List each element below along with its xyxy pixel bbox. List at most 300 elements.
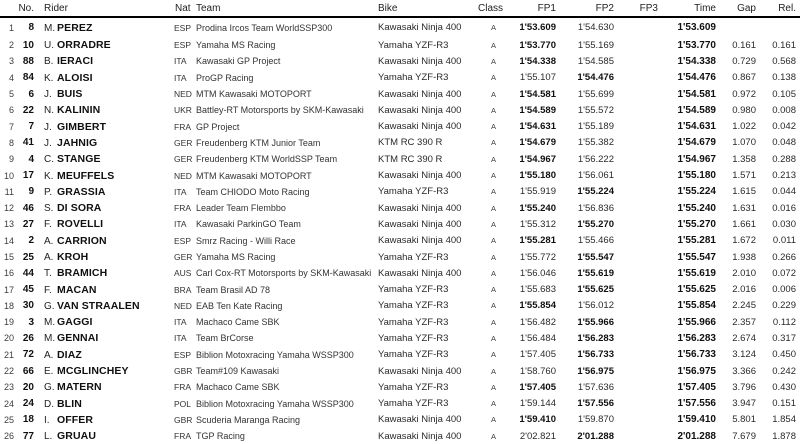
position-cell: 2 (8, 40, 14, 51)
fp2-time-cell: 1'55.270 (577, 218, 614, 230)
best-time-cell: 1'55.240 (677, 202, 716, 214)
bike-cell: Yamaha YZF-R3 (378, 186, 449, 198)
fp2-time-cell: 1'55.699 (577, 88, 614, 100)
best-time-cell: 1'55.966 (677, 316, 716, 328)
gap-cell: 2.016 (732, 284, 756, 296)
rider-surname: BLIN (57, 397, 82, 410)
gap-cell: 0.729 (732, 55, 756, 67)
fp1-time-cell: 1'54.679 (519, 137, 556, 149)
gap-cell: 3.796 (732, 381, 756, 393)
bike-cell: Kawasaki Ninja 400 (378, 218, 462, 230)
rel-cell: 0.288 (772, 153, 796, 165)
rel-cell: 0.317 (772, 332, 796, 344)
rider-number-cell: 41 (22, 137, 34, 149)
rel-cell: 0.105 (772, 88, 796, 100)
position-cell: 22 (3, 366, 14, 377)
gap-cell: 1.022 (732, 121, 756, 133)
column-header-nat: Nat (175, 3, 191, 14)
fp2-time-cell: 1'55.382 (577, 137, 614, 149)
table-row (0, 70, 800, 86)
table-row (0, 379, 800, 395)
rider-initial: A. (44, 235, 54, 247)
fp2-time-cell: 1'55.625 (577, 284, 614, 296)
rider-number-cell: 22 (22, 104, 34, 116)
table-row (0, 298, 800, 314)
rider-name-cell (40, 167, 174, 183)
class-cell: A (490, 333, 496, 343)
rider-initial: F. (44, 219, 52, 231)
fp1-time-cell: 1'59.144 (519, 398, 556, 410)
fp3-time-cell (622, 412, 666, 428)
fp1-time-cell: 1'57.405 (519, 349, 556, 361)
fp1-time-cell: 1'53.770 (519, 39, 556, 51)
nationality-cell: ESP (174, 349, 192, 360)
bike-cell: Kawasaki Ninja 400 (378, 430, 462, 442)
fp2-time-cell: 1'56.283 (577, 332, 614, 344)
column-header-team: Team (196, 3, 221, 14)
fp3-time-cell (622, 265, 666, 281)
table-row (0, 167, 800, 183)
fp1-time-cell: 1'53.609 (519, 22, 556, 33)
rel-cell: 0.568 (772, 55, 796, 67)
table-row (0, 314, 800, 330)
best-time-cell: 1'54.631 (677, 121, 716, 133)
best-time-cell: 1'54.589 (677, 104, 716, 116)
fp1-time-cell: 1'55.240 (519, 202, 556, 214)
rider-surname: PEREZ (57, 21, 93, 34)
fp2-time-cell: 1'55.189 (577, 121, 614, 133)
rider-surname: ALOISI (57, 71, 93, 84)
rider-initial: N. (44, 105, 54, 117)
position-cell: 5 (8, 89, 14, 100)
position-cell: 18 (3, 300, 14, 311)
table-row (0, 412, 800, 428)
rider-name-cell (40, 86, 174, 102)
bike-cell: Yamaha YZF-R3 (378, 316, 449, 328)
best-time-cell: 1'54.581 (677, 88, 716, 100)
best-time-cell: 2'01.288 (677, 430, 716, 442)
fp3-time-cell (622, 200, 666, 216)
rel-cell: 0.008 (772, 104, 796, 116)
best-time-cell: 1'54.679 (677, 137, 716, 149)
table-row (0, 151, 800, 167)
fp3-time-cell (622, 363, 666, 379)
table-row (0, 347, 800, 363)
gap-cell: 0.867 (732, 72, 756, 84)
fp3-time-cell (622, 216, 666, 232)
rider-surname: MCGLINCHEY (57, 365, 129, 378)
best-time-cell: 1'56.975 (677, 365, 716, 377)
rider-name-cell (40, 200, 174, 216)
bike-cell: Kawasaki Ninja 400 (378, 365, 462, 377)
rel-cell: 0.213 (772, 170, 796, 182)
rider-initial: D. (44, 398, 54, 410)
fp3-time-cell (622, 396, 666, 412)
team-cell: Freudenberg KTM WorldSSP Team (196, 154, 338, 165)
rider-number-cell: 26 (22, 332, 34, 344)
team-cell: Carl Cox-RT Motorsports by SKM-Kawasaki (196, 268, 372, 279)
rider-initial: K. (44, 170, 54, 182)
rider-name-cell (40, 118, 174, 134)
rel-cell: 0.072 (772, 267, 796, 279)
position-cell: 15 (3, 252, 14, 262)
rider-initial: A. (44, 349, 54, 361)
rider-initial: T. (44, 268, 52, 280)
gap-cell: 2.010 (732, 267, 756, 279)
fp3-time-cell (622, 102, 666, 118)
fp3-time-cell (622, 249, 666, 265)
rider-name-cell (40, 412, 174, 428)
table-row (0, 37, 800, 53)
rider-number-cell: 77 (22, 430, 34, 442)
gap-cell: 0.980 (732, 104, 756, 116)
column-header-bike: Bike (378, 3, 398, 14)
fp3-time-cell (622, 118, 666, 134)
results-tbody (0, 17, 800, 444)
rider-name-cell (40, 216, 174, 232)
fp1-time-cell: 1'58.760 (519, 365, 556, 377)
fp3-time-cell (622, 298, 666, 314)
rel-cell: 1.854 (772, 414, 796, 426)
rider-name-cell (40, 53, 174, 69)
rider-name-cell (40, 379, 174, 395)
class-cell: A (490, 399, 496, 409)
team-cell: TGP Racing (196, 431, 245, 442)
fp2-time-cell: 1'56.836 (577, 202, 614, 214)
team-cell: Smrz Racing - Willi Race (196, 235, 296, 246)
rider-initial: G. (44, 300, 55, 312)
rider-surname: ROVELLI (57, 218, 104, 231)
class-cell: A (490, 219, 496, 229)
rider-number-cell: 3 (28, 316, 34, 328)
nationality-cell: AUS (174, 268, 192, 279)
column-header-fp2: FP2 (595, 3, 614, 14)
table-row (0, 17, 800, 37)
team-cell: MTM Kawasaki MOTOPORT (196, 89, 312, 100)
gap-cell: 2.674 (732, 332, 756, 344)
gap-cell: 1.571 (732, 170, 756, 182)
fp3-time-cell (622, 70, 666, 86)
rel-cell: 0.151 (772, 398, 796, 410)
rider-name-cell (40, 428, 174, 444)
rider-number-cell: 88 (22, 55, 34, 67)
table-row (0, 330, 800, 346)
column-header-rider: Rider (44, 3, 68, 14)
nationality-cell: GER (174, 252, 193, 262)
gap-cell: 1.938 (732, 251, 756, 263)
team-cell: Leader Team Flembbo (196, 203, 286, 214)
bike-cell: Yamaha YZF-R3 (378, 349, 449, 361)
bike-cell: Yamaha YZF-R3 (378, 332, 449, 344)
rider-number-cell: 10 (22, 39, 34, 51)
bike-cell: Kawasaki Ninja 400 (378, 88, 462, 100)
team-cell: Yamaha MS Racing (196, 40, 276, 51)
rel-cell: 0.266 (772, 251, 796, 263)
fp2-time-cell: 1'55.169 (577, 39, 614, 51)
rider-number-cell: 66 (22, 365, 34, 377)
gap-cell: 7.679 (732, 430, 756, 442)
column-header-pos (0, 0, 18, 17)
fp3-time-cell (622, 86, 666, 102)
fp1-time-cell: 1'59.410 (519, 414, 556, 426)
gap-cell: 3.366 (732, 365, 756, 377)
bike-cell: Yamaha YZF-R3 (378, 39, 449, 51)
best-time-cell: 1'56.733 (677, 349, 716, 361)
gap-cell: 5.801 (732, 414, 756, 426)
position-cell: 21 (3, 349, 14, 360)
fp3-time-cell (622, 281, 666, 297)
rel-cell: 0.229 (772, 300, 796, 312)
nationality-cell: GBR (174, 414, 193, 425)
rider-number-cell: 25 (22, 251, 34, 263)
best-time-cell: 1'55.180 (677, 170, 716, 182)
rider-initial: K. (44, 72, 54, 84)
fp3-time-cell (622, 167, 666, 183)
rider-surname: GAGGI (57, 316, 93, 329)
column-header-rel: Rel. (778, 3, 796, 14)
team-cell: Team Brasil AD 78 (196, 284, 271, 295)
team-cell: Kawasaki ParkinGO Team (196, 219, 301, 230)
position-cell: 26 (3, 431, 14, 442)
position-cell: 17 (3, 284, 14, 295)
class-cell: A (490, 236, 496, 246)
position-cell: 8 (8, 137, 14, 148)
rider-initial: J. (44, 137, 52, 149)
rider-number-cell: 17 (22, 170, 34, 182)
fp3-time-cell (622, 37, 666, 53)
fp3-time-cell (622, 379, 666, 395)
nationality-cell: NED (174, 170, 192, 181)
fp2-time-cell: 1'56.012 (577, 300, 614, 312)
team-cell: Prodina Ircos Team WorldSSP300 (196, 22, 333, 33)
class-cell: A (490, 366, 496, 376)
best-time-cell: 1'55.854 (677, 300, 716, 312)
best-time-cell: 1'55.224 (677, 186, 716, 198)
table-row (0, 363, 800, 379)
fp1-time-cell: 1'56.046 (519, 267, 556, 279)
bike-cell: Kawasaki Ninja 400 (378, 202, 462, 214)
team-cell: Battley-RT Motorsports by SKM-Kawasaki (196, 105, 364, 116)
best-time-cell: 1'54.338 (677, 55, 716, 67)
position-cell: 9 (8, 154, 14, 165)
team-cell: Team BrCorse (196, 333, 254, 344)
rider-surname: GRUAU (57, 430, 96, 443)
position-cell: 14 (3, 235, 14, 246)
team-cell: Team#109 Kawasaki (196, 366, 280, 377)
rider-name-cell (40, 135, 174, 151)
class-cell: A (490, 171, 496, 181)
column-header-time: Time (694, 3, 716, 14)
class-cell: A (490, 301, 496, 311)
rider-surname: KALININ (57, 104, 101, 117)
class-cell: A (490, 382, 496, 392)
fp2-time-cell: 1'56.975 (577, 365, 614, 377)
fp1-time-cell: 1'55.683 (519, 284, 556, 296)
fp2-time-cell: 1'59.870 (577, 414, 614, 426)
rider-name-cell (40, 151, 174, 167)
rider-initial: E. (44, 366, 54, 378)
fp3-time-cell (622, 330, 666, 346)
fp2-time-cell: 1'55.547 (577, 251, 614, 263)
rider-surname: JAHNIG (57, 136, 98, 149)
bike-cell: Yamaha YZF-R3 (378, 398, 449, 410)
column-header-fp1: FP1 (537, 3, 556, 14)
rel-cell: 0.030 (772, 218, 796, 230)
rider-number-cell: 9 (28, 186, 34, 198)
position-cell: 20 (3, 333, 14, 344)
fp2-time-cell: 1'54.585 (577, 55, 614, 67)
fp2-time-cell: 1'57.636 (577, 381, 614, 393)
fp2-time-cell: 1'54.476 (577, 72, 614, 84)
rider-initial: F. (44, 284, 52, 296)
team-cell: Machaco Came SBK (196, 317, 280, 328)
class-cell: A (490, 40, 496, 50)
rider-number-cell: 8 (28, 22, 34, 33)
gap-cell: 1.358 (732, 153, 756, 165)
rider-surname: MEUFFELS (57, 169, 115, 182)
nationality-cell: FRA (174, 431, 191, 442)
rider-surname: MATERN (57, 381, 102, 394)
rider-initial: M. (44, 333, 56, 345)
fp2-time-cell: 1'56.733 (577, 349, 614, 361)
fp3-time-cell (622, 135, 666, 151)
rider-surname: VAN STRAALEN (57, 299, 140, 312)
rider-initial: S. (44, 203, 54, 215)
bike-cell: Yamaha YZF-R3 (378, 381, 449, 393)
rider-initial: M. (44, 22, 56, 34)
rel-cell: 0.042 (772, 121, 796, 133)
nationality-cell: UKR (174, 105, 192, 116)
bike-cell: Kawasaki Ninja 400 (378, 235, 462, 247)
nationality-cell: POL (174, 398, 192, 409)
best-time-cell: 1'55.281 (677, 235, 716, 247)
class-cell: A (490, 23, 496, 32)
rider-name-cell (40, 17, 174, 37)
gap-cell: 1.070 (732, 137, 756, 149)
team-cell: EAB Ten Kate Racing (196, 300, 283, 311)
class-cell: A (490, 89, 496, 99)
nationality-cell: GER (174, 137, 193, 148)
bike-cell: Kawasaki Ninja 400 (378, 414, 462, 426)
class-cell: A (490, 154, 496, 164)
rider-initial: U. (44, 40, 54, 52)
rel-cell (764, 17, 800, 37)
nationality-cell: FRA (174, 121, 191, 132)
fp1-time-cell: 1'55.919 (519, 186, 556, 198)
bike-cell: Kawasaki Ninja 400 (378, 22, 462, 33)
best-time-cell: 1'54.967 (677, 153, 716, 165)
rider-initial: I. (44, 414, 50, 426)
rider-initial: A. (44, 252, 54, 263)
nationality-cell: ESP (174, 235, 192, 246)
best-time-cell: 1'59.410 (677, 414, 716, 426)
position-cell: 7 (8, 121, 14, 132)
gap-cell: 1.615 (732, 186, 756, 198)
best-time-cell: 1'57.405 (677, 381, 716, 393)
team-cell: GP Project (196, 121, 240, 132)
rider-number-cell: 46 (22, 202, 34, 214)
position-cell: 10 (3, 170, 14, 181)
gap-cell: 3.124 (732, 349, 756, 361)
rider-number-cell: 72 (22, 349, 34, 361)
rider-initial: J. (44, 89, 52, 101)
position-cell: 25 (3, 414, 14, 425)
best-time-cell: 1'56.283 (677, 332, 716, 344)
position-cell: 19 (3, 317, 14, 328)
fp2-time-cell: 1'55.224 (577, 186, 614, 198)
bike-cell: Kawasaki Ninja 400 (378, 55, 462, 67)
fp3-time-cell (622, 233, 666, 249)
gap-cell: 0.161 (732, 39, 756, 51)
rider-surname: STANGE (57, 153, 101, 166)
nationality-cell: ITA (174, 317, 187, 328)
class-cell: A (490, 56, 496, 66)
class-cell: A (490, 350, 496, 360)
table-row (0, 281, 800, 297)
rider-name-cell (40, 396, 174, 412)
best-time-cell: 1'53.609 (677, 22, 716, 33)
rider-initial: M. (44, 317, 56, 329)
rel-cell: 0.161 (772, 39, 796, 51)
table-row (0, 86, 800, 102)
fp3-time-cell (622, 17, 666, 37)
class-cell: A (490, 138, 496, 148)
bike-cell: KTM RC 390 R (378, 153, 443, 165)
rider-surname: OFFER (57, 413, 94, 426)
table-row (0, 216, 800, 232)
fp1-time-cell: 1'54.581 (519, 88, 556, 100)
rider-surname: DIAZ (57, 348, 82, 361)
best-time-cell: 1'55.619 (677, 267, 716, 279)
nationality-cell: ITA (174, 56, 187, 67)
gap-cell: 3.947 (732, 398, 756, 410)
bike-cell: Kawasaki Ninja 400 (378, 104, 462, 116)
table-row (0, 184, 800, 200)
table-row (0, 265, 800, 281)
team-cell: Scuderia Maranga Racing (196, 414, 301, 425)
best-time-cell: 1'55.547 (677, 251, 716, 263)
bike-cell: Kawasaki Ninja 400 (378, 267, 462, 279)
fp2-time-cell: 1'57.556 (577, 398, 614, 410)
position-cell: 12 (3, 203, 14, 214)
rider-name-cell (40, 330, 174, 346)
fp1-time-cell: 1'54.589 (519, 104, 556, 116)
table-row (0, 249, 800, 265)
position-cell: 6 (8, 105, 14, 116)
bike-cell: Yamaha YZF-R3 (378, 300, 449, 312)
team-cell: MTM Kawasaki MOTOPORT (196, 170, 312, 181)
gap-cell: 1.661 (732, 218, 756, 230)
rider-initial: G. (44, 382, 55, 394)
rel-cell: 0.006 (772, 284, 796, 296)
nationality-cell: ITA (174, 219, 187, 230)
rider-surname: KROH (57, 251, 89, 263)
rider-surname: BUIS (57, 88, 83, 101)
column-header-cls: Class (478, 3, 504, 14)
rider-number-cell: 84 (22, 72, 34, 84)
fp3-time-cell (622, 314, 666, 330)
rider-number-cell: 2 (28, 235, 34, 247)
fp2-time-cell: 1'56.061 (577, 170, 614, 182)
bike-cell: KTM RC 390 R (378, 137, 443, 149)
rider-surname: BRAMICH (57, 267, 108, 280)
rider-number-cell: 24 (22, 398, 34, 410)
table-row (0, 118, 800, 134)
column-header-no: No. (18, 3, 34, 14)
team-cell: Freudenberg KTM Junior Team (196, 137, 321, 148)
class-cell: A (490, 203, 496, 213)
position-cell: 11 (4, 186, 14, 197)
